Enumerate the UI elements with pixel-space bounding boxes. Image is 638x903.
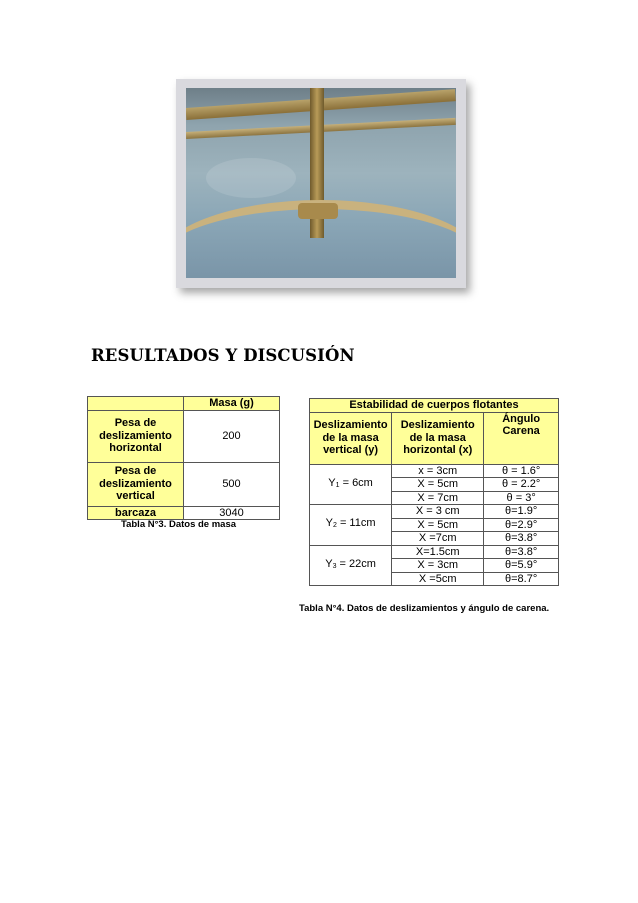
x-cell: X = 3 cm	[392, 505, 484, 519]
angle-cell: θ=1.9°	[484, 505, 559, 519]
x-cell: X=1.5cm	[392, 545, 484, 559]
table-title: Estabilidad de cuerpos flotantes	[310, 399, 559, 413]
mass-table	[87, 396, 280, 520]
table-row	[310, 412, 559, 464]
table-row	[310, 505, 559, 519]
table-row	[88, 410, 280, 462]
table-row	[310, 399, 559, 413]
header-cell: Masa (g)	[184, 397, 280, 411]
row-label: Pesa de deslizamiento vertical	[88, 462, 184, 506]
table-row	[88, 397, 280, 411]
table-row	[88, 462, 280, 506]
table-row	[310, 545, 559, 559]
x-cell: X = 5cm	[392, 518, 484, 532]
header-cell	[88, 397, 184, 411]
y-cell: $Y_2 = 11cm$	[310, 505, 392, 546]
photo-glare	[206, 158, 296, 198]
angle-cell: θ = 2.2°	[484, 478, 559, 492]
header-cell: Ángulo Carena	[484, 412, 559, 464]
angle-cell: θ=3.8°	[484, 532, 559, 546]
y-cell: $Y_1 = 6cm$	[310, 464, 392, 505]
x-cell: X = 5cm	[392, 478, 484, 492]
photo-pointer	[298, 203, 338, 219]
mass-table-caption: Tabla N°3. Datos de masa	[121, 519, 237, 530]
y-cell: $Y_3 = 22cm$	[310, 545, 392, 586]
x-cell: X =7cm	[392, 532, 484, 546]
angle-cell: θ = 1.6°	[484, 464, 559, 478]
x-cell: X =5cm	[392, 572, 484, 586]
angle-cell: θ=5.9°	[484, 559, 559, 573]
angle-cell: θ = 3°	[484, 491, 559, 505]
row-value: 200	[184, 410, 280, 462]
row-value: 3040	[184, 506, 280, 520]
angle-cell: θ=2.9°	[484, 518, 559, 532]
table-row	[88, 506, 280, 520]
stability-table-caption: Tabla N°4. Datos de deslizamientos y ángulo de carena.	[299, 603, 550, 614]
x-cell: X = 3cm	[392, 559, 484, 573]
section-heading: RESULTADOS Y DISCUSIÓN	[91, 346, 355, 365]
row-value: 500	[184, 462, 280, 506]
x-cell: X = 7cm	[392, 491, 484, 505]
header-cell: Deslizamiento de la masa vertical (y)	[310, 412, 392, 464]
x-cell: x = 3cm	[392, 464, 484, 478]
angle-cell: θ=8.7°	[484, 572, 559, 586]
row-label: barcaza	[88, 506, 184, 520]
header-cell: Deslizamiento de la masa horizontal (x)	[392, 412, 484, 464]
angle-cell: θ=3.8°	[484, 545, 559, 559]
table-row	[310, 464, 559, 478]
stability-table	[309, 398, 559, 586]
row-label: Pesa de deslizamiento horizontal	[88, 410, 184, 462]
apparatus-photo	[186, 88, 456, 278]
